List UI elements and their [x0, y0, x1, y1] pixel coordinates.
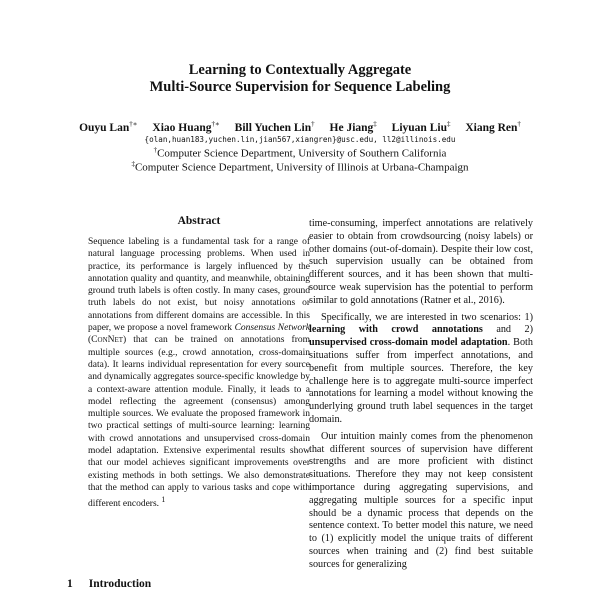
author: Liyuan Liu‡ [391, 120, 451, 134]
author: Bill Yuchen Lin† [234, 120, 315, 134]
right-column-text [309, 218, 533, 576]
author: He Jiang‡ [329, 120, 377, 134]
paragraph: time-consuming, imperfect annotations are relatively easier to obtain from crowdsourcing (noisy labels) or other domains (out-of-domain). Despite their low cost, such supervision usually can be obtained from different sources, and it has been shown that multi-source weak supervision has the potential to perform similar to gold annotations (Ratner et al., 2016). [309, 218, 533, 306]
footnote-mark: 1 [161, 495, 166, 505]
abstract-body: Sequence labeling is a fundamental task for a range of natural language processing problems. When used in practice, its performance is largely influenced by the annotation quality and quantity, and meanwhile, obtaining ground truth labels is often costly. In many cases, ground truth labels do not exist, but noisy annotations or annotations from different domains are accessible. In this paper, we propose a novel framework Consensus Network (ConNet) that can be trained on annotations from multiple sources (e.g., crowd annotation, cross-domain data). It learns individual representation for every source and dynamically aggregates source-specific knowledge by a context-aware attention module. Finally, it leads to a model reflecting the agreement (consensus) among multiple sources. We evaluate the proposed framework in two practical settings of multi-source learning: learning with crowd annotations and unsupervised cross-domain model adaptation. Extensive experimental results show that our model achieves significant improvements over existing methods in both settings. We also demonstrate that the method can apply to various tasks and cope with different encoders. $^1$ [88, 237, 310, 510]
paragraph: Specifically, we are interested in two scenarios: 1) learning with crowd annotations and 2) unsupervised cross-domain model adaptation. Both situations suffer from imperfect annotations, and benefit from multiple sources. Therefore, the key challenge here is to aggregate multi-source imperfect annotations for learning a model without knowing the underlying ground truth label sequences in the target domain. [309, 311, 533, 425]
affiliation-usc: †Computer Science Department, University of Southern California [153, 146, 447, 160]
section-heading-introduction: 1 Introduction [67, 578, 152, 590]
paper-title-line-2: Multi-Source Supervision for Sequence Labeling [149, 79, 451, 95]
author: Xiang Ren† [465, 120, 521, 134]
abstract-heading: Abstract [177, 215, 221, 227]
framework-name: Consensus Network [234, 323, 310, 334]
paper-title-line-1: Learning to Contextually Aggregate [188, 62, 412, 78]
author: Ouyu Lan†∗ [79, 120, 138, 134]
author-list [40, 120, 560, 134]
affiliation-uiuc: ‡Computer Science Department, University of Illinois at Urbana-Champaign [131, 160, 469, 174]
author-emails: {olan,huan183,yuchen.lin,jian567,xiangren}@usc.edu, ll2@illinois.edu [144, 135, 456, 144]
author: Xiao Huang†∗ [152, 120, 220, 134]
framework-acronym: ConNet [91, 335, 124, 346]
paragraph: Our intuition mainly comes from the phenomenon that different sources of supervision have different strengths and are more proficient with distinct situations. Therefore they may not keep consistent importance during aggregating supervisions, and aggregating multiple sources for a specific input should be a dynamic process that depends on the sentence context. To better model this nature, we need to (1) explicitly model the unique traits of different sources when training and (2) find best suitable sources for generalizing [309, 430, 533, 570]
